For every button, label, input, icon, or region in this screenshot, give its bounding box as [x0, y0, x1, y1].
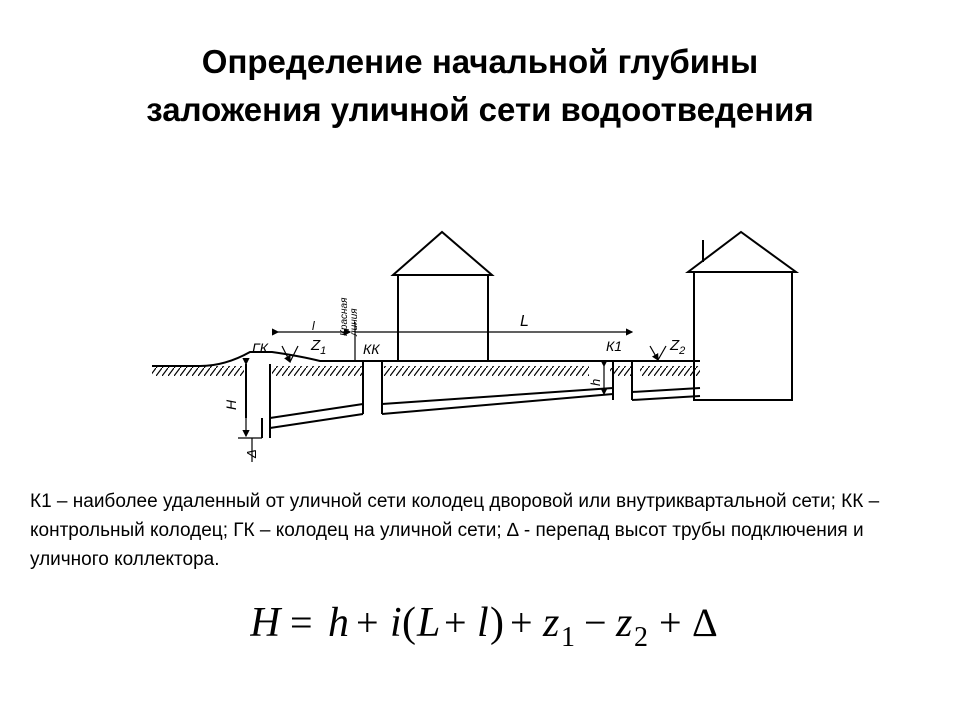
street-well-gk	[246, 364, 270, 438]
formula-rparen: )	[490, 600, 504, 646]
formula-z1: z	[543, 600, 560, 646]
sewer-pipes	[270, 388, 700, 428]
formula-i: i	[390, 600, 402, 646]
label-k1: К1	[606, 338, 623, 354]
formula-delta: Δ	[692, 600, 718, 645]
depth-formula	[250, 590, 770, 660]
house-1	[393, 232, 492, 361]
ground-hatching	[152, 366, 700, 376]
formula-minus: −	[584, 600, 607, 645]
label-l-short: l	[312, 319, 315, 333]
label-gk: ГК	[252, 340, 268, 356]
formula-plus-2: +	[444, 600, 467, 645]
house-2	[688, 232, 796, 400]
dimension-lines	[238, 322, 666, 462]
formula-H: H	[250, 600, 281, 646]
label-z2: $Z_2$	[670, 337, 686, 357]
formula-lparen: (	[402, 600, 416, 646]
formula-z2: z	[616, 600, 633, 646]
formula-sub-1: 1	[561, 622, 575, 653]
formula-L: L	[417, 600, 441, 646]
label-z1: $Z_1$	[311, 337, 327, 357]
formula-eq: =	[290, 600, 313, 645]
formula-plus-4: +	[659, 600, 682, 645]
formula-l: l	[477, 600, 489, 646]
formula-plus-1: +	[356, 600, 379, 645]
label-H: H	[223, 399, 239, 410]
formula-sub-2: 2	[634, 622, 648, 653]
ground-surface	[152, 352, 700, 366]
label-red-line-2: линия	[349, 308, 360, 336]
title-line-1: Определение начальной глубины	[201, 43, 759, 80]
title-line-2: заложения уличной сети водоотведения	[146, 91, 814, 128]
legend-caption: К1 – наиболее удаленный от уличной сети колодец дворовой или внутриквартальной сети; КК – контрольный колодец; ГК – колодец на уличной сети; ∆ - перепад высот трубы подключения и уличного коллектора.	[30, 491, 880, 570]
formula-h: h	[328, 600, 349, 646]
label-h: h	[588, 378, 603, 386]
control-well-kk	[363, 362, 382, 414]
label-delta: Δ	[244, 449, 259, 458]
label-kk: КК	[363, 341, 380, 357]
label-red-line-1: Красная	[339, 297, 350, 336]
label-L: L	[520, 313, 529, 330]
formula-plus-3: +	[510, 600, 533, 645]
